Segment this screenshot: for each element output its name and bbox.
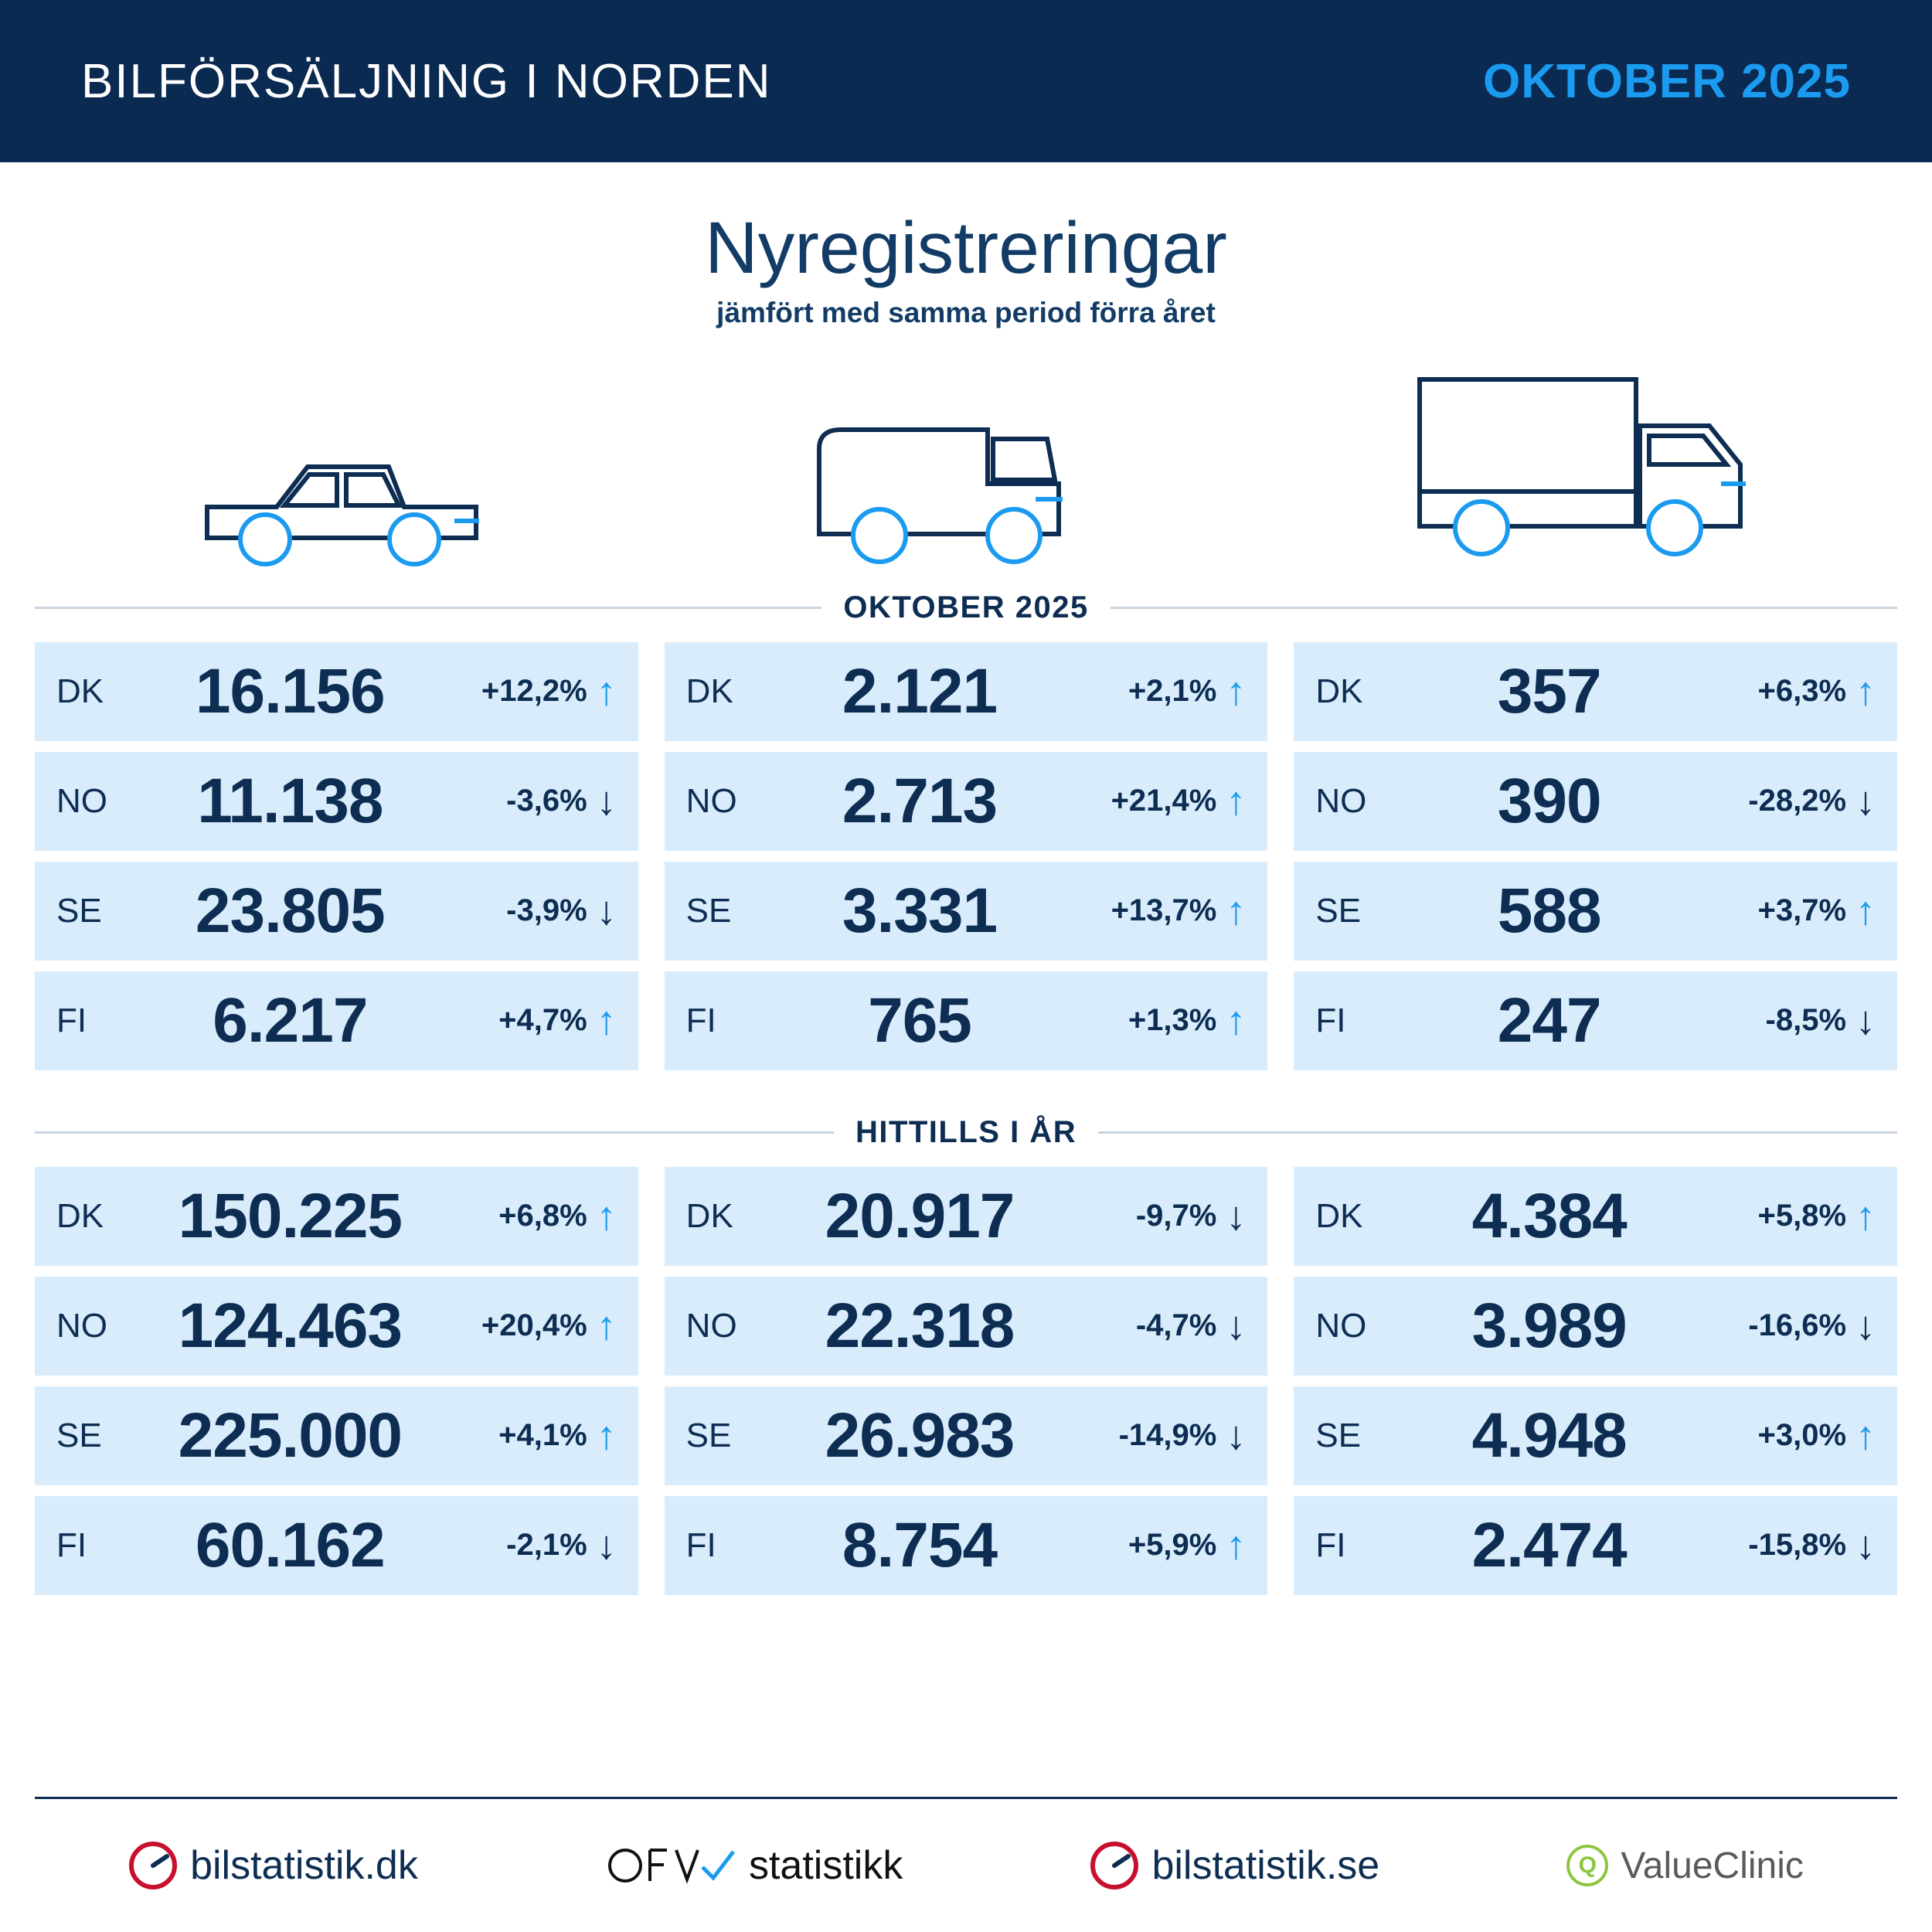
change-pct: +6,3% xyxy=(1757,674,1847,709)
arrow-up-icon: ↑ xyxy=(1855,1193,1876,1239)
country-code: DK xyxy=(1315,1196,1363,1235)
arrow-down-icon: ↓ xyxy=(1226,1193,1247,1239)
arrow-up-icon: ↑ xyxy=(1226,888,1247,934)
column-truck-october xyxy=(1294,642,1897,1070)
column-van-ytd xyxy=(665,1167,1268,1595)
arrow-up-icon: ↑ xyxy=(1226,668,1247,714)
arrow-down-icon: ↓ xyxy=(596,778,617,824)
table-row xyxy=(665,1167,1268,1266)
country-code: SE xyxy=(685,891,732,930)
country-code: NO xyxy=(685,781,737,820)
arrow-down-icon: ↓ xyxy=(1855,1522,1876,1568)
change-pct: -8,5% xyxy=(1765,1003,1847,1038)
data-grid-ytd xyxy=(0,1167,1932,1595)
brand-label: ValueClinic xyxy=(1621,1845,1804,1886)
page-subtitle: jämfört med samma period förra året xyxy=(716,296,1216,328)
table-row xyxy=(665,1386,1268,1485)
value: 2.121 xyxy=(842,655,998,726)
country-code: SE xyxy=(1315,1416,1362,1454)
table-row xyxy=(35,1167,638,1266)
title-block xyxy=(0,207,1932,329)
table-row xyxy=(1294,862,1897,961)
brand-label: bilstatistik.se xyxy=(1151,1843,1380,1888)
divider-left xyxy=(35,607,821,609)
change-pct: -2,1% xyxy=(506,1528,587,1563)
table-row xyxy=(1294,1496,1897,1595)
value: 150.225 xyxy=(178,1180,403,1251)
arrow-down-icon: ↓ xyxy=(1226,1303,1247,1349)
value: 16.156 xyxy=(195,655,385,726)
change-group xyxy=(1698,1303,1876,1349)
arrow-up-icon: ↑ xyxy=(1226,1522,1247,1568)
change-pct: -4,7% xyxy=(1135,1308,1217,1343)
country-code: FI xyxy=(56,1526,87,1564)
brand-bilstatistik-dk[interactable] xyxy=(128,1841,418,1890)
change-pct: +5,8% xyxy=(1757,1199,1847,1233)
page-header xyxy=(0,0,1932,162)
arrow-up-icon: ↑ xyxy=(596,1193,617,1239)
change-pct: +13,7% xyxy=(1111,893,1217,928)
column-truck-ytd xyxy=(1294,1167,1897,1595)
change-group xyxy=(439,778,617,824)
divider-right xyxy=(1111,607,1897,609)
country-code: SE xyxy=(1315,891,1362,930)
brand-ofv-statistikk[interactable] xyxy=(605,1841,903,1890)
truck-icon xyxy=(1277,352,1901,577)
country-code: FI xyxy=(56,1001,87,1039)
country-code: DK xyxy=(685,672,733,710)
divider-left xyxy=(35,1131,834,1134)
change-group xyxy=(1068,1303,1247,1349)
value: 2.474 xyxy=(1471,1509,1627,1580)
country-code: FI xyxy=(1315,1001,1346,1039)
country-code: FI xyxy=(685,1526,716,1564)
value: 357 xyxy=(1497,655,1601,726)
column-passenger-car-october xyxy=(35,642,638,1070)
table-row xyxy=(665,862,1268,961)
arrow-down-icon: ↓ xyxy=(1226,1413,1247,1458)
value: 3.989 xyxy=(1471,1290,1627,1361)
change-group xyxy=(1068,1522,1247,1568)
table-row xyxy=(35,752,638,851)
country-code: SE xyxy=(56,891,102,930)
table-row xyxy=(35,642,638,741)
passenger-car-icon xyxy=(31,352,655,577)
change-pct: +2,1% xyxy=(1128,674,1217,709)
change-group xyxy=(1068,1193,1247,1239)
section-label-october: OKTOBER 2025 xyxy=(843,590,1089,624)
value: 6.217 xyxy=(213,985,368,1056)
brand-label: statistikk xyxy=(748,1843,903,1888)
change-pct: -3,9% xyxy=(506,893,587,928)
brand-valueclinic[interactable] xyxy=(1566,1845,1804,1887)
bilstatistik-se-logo-icon xyxy=(1090,1841,1139,1890)
value: 11.138 xyxy=(197,765,383,836)
country-code: FI xyxy=(1315,1526,1346,1564)
change-group xyxy=(1698,888,1876,934)
page-title: Nyregistreringar xyxy=(705,207,1227,289)
vehicle-icons-row xyxy=(0,352,1932,577)
section-label-ytd: HITTILLS I ÅR xyxy=(855,1114,1077,1149)
change-pct: +4,1% xyxy=(498,1418,587,1453)
table-row xyxy=(1294,1167,1897,1266)
change-group xyxy=(1698,778,1876,824)
value: 2.713 xyxy=(842,765,998,836)
table-row xyxy=(35,1496,638,1595)
country-code: DK xyxy=(1315,672,1363,710)
table-row xyxy=(665,752,1268,851)
divider-right xyxy=(1098,1131,1897,1134)
value: 124.463 xyxy=(178,1290,403,1361)
value: 3.331 xyxy=(842,875,998,946)
change-group xyxy=(439,668,617,714)
value: 4.948 xyxy=(1471,1400,1627,1471)
header-title: BILFÖRSÄLJNING I NORDEN xyxy=(81,54,772,108)
valueclinic-logo-icon: Q xyxy=(1566,1845,1608,1886)
change-group xyxy=(439,1522,617,1568)
change-group xyxy=(1068,888,1247,934)
value: 588 xyxy=(1497,875,1601,946)
country-code: NO xyxy=(56,781,107,820)
bilstatistik-dk-logo-icon xyxy=(128,1841,178,1890)
table-row xyxy=(1294,1386,1897,1485)
country-code: NO xyxy=(56,1306,107,1345)
arrow-down-icon: ↓ xyxy=(596,888,617,934)
change-pct: -15,8% xyxy=(1748,1528,1847,1563)
change-pct: +5,9% xyxy=(1128,1528,1217,1563)
country-code: FI xyxy=(685,1001,716,1039)
change-group xyxy=(439,998,617,1043)
table-row xyxy=(1294,1277,1897,1376)
country-code: SE xyxy=(56,1416,102,1454)
change-pct: +1,3% xyxy=(1128,1003,1217,1038)
table-row xyxy=(1294,971,1897,1070)
value: 225.000 xyxy=(178,1400,403,1471)
value: 26.983 xyxy=(825,1400,1015,1471)
change-group xyxy=(1068,778,1247,824)
value: 247 xyxy=(1497,985,1601,1056)
footer xyxy=(35,1797,1897,1932)
value: 765 xyxy=(868,985,971,1056)
value: 60.162 xyxy=(195,1509,385,1580)
value: 4.384 xyxy=(1471,1180,1627,1251)
change-group xyxy=(1068,998,1247,1043)
arrow-up-icon: ↑ xyxy=(596,668,617,714)
table-row xyxy=(665,1496,1268,1595)
change-group xyxy=(439,888,617,934)
brand-bilstatistik-se[interactable] xyxy=(1090,1841,1379,1890)
table-row xyxy=(35,862,638,961)
change-pct: +4,7% xyxy=(498,1003,587,1038)
value: 390 xyxy=(1497,765,1601,836)
value: 23.805 xyxy=(195,875,385,946)
arrow-up-icon: ↑ xyxy=(1855,1413,1876,1458)
country-code: DK xyxy=(685,1196,733,1235)
table-row xyxy=(35,971,638,1070)
arrow-up-icon: ↑ xyxy=(1226,778,1247,824)
change-pct: -3,6% xyxy=(506,784,587,818)
change-group xyxy=(1698,1413,1876,1458)
arrow-down-icon: ↓ xyxy=(1855,998,1876,1043)
column-passenger-car-ytd xyxy=(35,1167,638,1595)
change-pct: +21,4% xyxy=(1111,784,1217,818)
change-pct: +3,0% xyxy=(1757,1418,1847,1453)
change-group xyxy=(439,1193,617,1239)
value: 22.318 xyxy=(825,1290,1015,1361)
change-group xyxy=(1068,668,1247,714)
country-code: NO xyxy=(1315,781,1367,820)
arrow-down-icon: ↓ xyxy=(1855,1303,1876,1349)
change-pct: +20,4% xyxy=(481,1308,587,1343)
arrow-up-icon: ↑ xyxy=(596,998,617,1043)
table-row xyxy=(665,642,1268,741)
country-code: DK xyxy=(56,1196,104,1235)
change-pct: +12,2% xyxy=(481,674,587,709)
header-period: OKTOBER 2025 xyxy=(1482,54,1851,108)
section-header-october xyxy=(35,590,1897,625)
change-pct: -14,9% xyxy=(1118,1418,1217,1453)
change-group xyxy=(1698,1193,1876,1239)
change-pct: +3,7% xyxy=(1757,893,1847,928)
change-pct: -16,6% xyxy=(1748,1308,1847,1343)
table-row xyxy=(1294,642,1897,741)
arrow-down-icon: ↓ xyxy=(1855,778,1876,824)
change-group xyxy=(1698,998,1876,1043)
column-van-october xyxy=(665,642,1268,1070)
table-row xyxy=(665,971,1268,1070)
van-icon xyxy=(655,352,1278,577)
change-pct: +6,8% xyxy=(498,1199,587,1233)
arrow-up-icon: ↑ xyxy=(1855,668,1876,714)
arrow-up-icon: ↑ xyxy=(596,1413,617,1458)
table-row xyxy=(665,1277,1268,1376)
arrow-up-icon: ↑ xyxy=(1226,998,1247,1043)
country-code: NO xyxy=(1315,1306,1367,1345)
ofv-logo-icon xyxy=(605,1841,736,1890)
arrow-up-icon: ↑ xyxy=(596,1303,617,1349)
country-code: DK xyxy=(56,672,104,710)
brand-label: bilstatistik.dk xyxy=(190,1843,418,1888)
data-grid-october xyxy=(0,642,1932,1070)
arrow-up-icon: ↑ xyxy=(1855,888,1876,934)
change-group xyxy=(1698,1522,1876,1568)
change-pct: -28,2% xyxy=(1748,784,1847,818)
section-header-ytd xyxy=(35,1115,1897,1150)
change-group xyxy=(1068,1413,1247,1458)
table-row xyxy=(1294,752,1897,851)
change-pct: -9,7% xyxy=(1135,1199,1217,1233)
change-group xyxy=(439,1303,617,1349)
change-group xyxy=(439,1413,617,1458)
country-code: NO xyxy=(685,1306,737,1345)
value: 8.754 xyxy=(842,1509,998,1580)
value: 20.917 xyxy=(825,1180,1015,1251)
table-row xyxy=(35,1386,638,1485)
change-group xyxy=(1698,668,1876,714)
table-row xyxy=(35,1277,638,1376)
country-code: SE xyxy=(685,1416,732,1454)
arrow-down-icon: ↓ xyxy=(596,1522,617,1568)
